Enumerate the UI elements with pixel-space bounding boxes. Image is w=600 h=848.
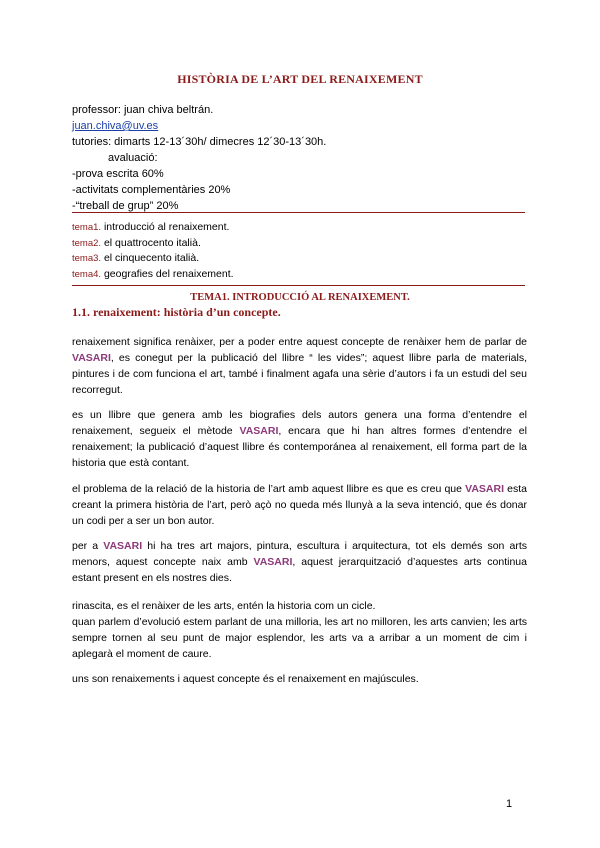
toc-item bbox=[72, 267, 234, 283]
toc-item bbox=[72, 251, 234, 267]
vasari-name: VASARI bbox=[253, 556, 293, 568]
subsection-heading: 1.1. renaixement: història d’un concepte. bbox=[72, 305, 281, 319]
table-of-contents bbox=[72, 220, 234, 282]
paragraph-5 bbox=[72, 598, 527, 662]
paragraph-5-body: quan parlem d’evolució estem parlant de una milloria, les art no milloren, les arts canvien; les arts sempre tornen al seu punt de major esplendor, les arts va a arribar a un moment de cim i aplegarà el moment de caure. bbox=[72, 616, 527, 660]
paragraph-1: renaixement significa renàixer, per a poder entre aquest concepte de renàixer hem de parlar de VASARI, es conegut per la publicació del llibre “ les vides”; aquest llibre parla de materials, pintures i de com funciona el art, també i finalment agafa una sèrie d’autors i fa un estudi del seu recorregut. bbox=[72, 336, 527, 396]
section-heading: TEMA1. INTRODUCCIÓ AL RENAIXEMENT. bbox=[190, 292, 410, 303]
paragraph-4: per a VASARI hi ha tres art majors, pintura, escultura i arquitectura, tot els demés son arts menors, aquest concepte naix amb VASARI, aquest jerarquització d’aquestes arts continua estant present en els nostres dies. bbox=[72, 540, 527, 584]
paragraph-5-line: rinascita, es el renàixer de les arts, entén la historia com un cicle. bbox=[72, 600, 376, 612]
toc-number: tema2. bbox=[72, 237, 102, 249]
toc-number: tema4. bbox=[72, 268, 102, 280]
vasari-name: VASARI bbox=[465, 483, 505, 495]
evaluation-item: -“treball de grup” 20% bbox=[72, 200, 179, 212]
professor-line: professor: juan chiva beltrán. bbox=[72, 104, 214, 116]
tutories-line: tutories: dimarts 12-13´30h/ dimecres 12´30-13´30h. bbox=[72, 136, 327, 148]
toc-item bbox=[72, 220, 234, 236]
paragraph-3: el problema de la relació de la historia de l’art amb aquest llibre es que es creu que VASARI esta creant la primera història de l’art, però açò no queda més llunyà a la seva intenció, que és donar un codi per a ser un bon autor. bbox=[72, 483, 527, 527]
vasari-name: VASARI bbox=[239, 425, 279, 437]
avaluacio-label: avaluació: bbox=[108, 152, 158, 164]
toc-text: el cinquecento italià. bbox=[101, 252, 200, 264]
paragraph-6: uns son renaixements i aquest concepte és el renaixement en majúscules. bbox=[72, 673, 419, 685]
page-number: 1 bbox=[506, 798, 513, 810]
course-info bbox=[72, 102, 326, 214]
toc-number: tema3. bbox=[72, 253, 102, 264]
toc-text: geografies del renaixement. bbox=[101, 267, 234, 280]
vasari-name: VASARI bbox=[103, 540, 143, 552]
divider bbox=[72, 285, 525, 286]
document-title: HISTÒRIA DE L’ART DEL RENAIXEMENT bbox=[177, 72, 423, 86]
email-link[interactable]: juan.chiva@uv.es bbox=[72, 120, 159, 132]
toc-text: introducció al renaixement. bbox=[101, 221, 230, 233]
vasari-name: VASARI bbox=[72, 352, 111, 364]
evaluation-item: -prova escrita 60% bbox=[72, 168, 164, 180]
paragraph-2: es un llibre que genera amb les biografies dels autors genera una forma d’entendre el renaixement, segueix el mètode VASARI, encara que hi han altres formes d’entendre el renaixement; la publicació d’aquest llibre és contemporánea al renaixement, ell forma part de la historia que està contant. bbox=[72, 409, 527, 469]
toc-number: tema1. bbox=[72, 222, 102, 233]
toc-item bbox=[72, 236, 234, 252]
divider bbox=[72, 212, 525, 213]
toc-text: el quattrocento italià. bbox=[101, 236, 201, 249]
evaluation-item: -activitats complementàries 20% bbox=[72, 184, 231, 196]
